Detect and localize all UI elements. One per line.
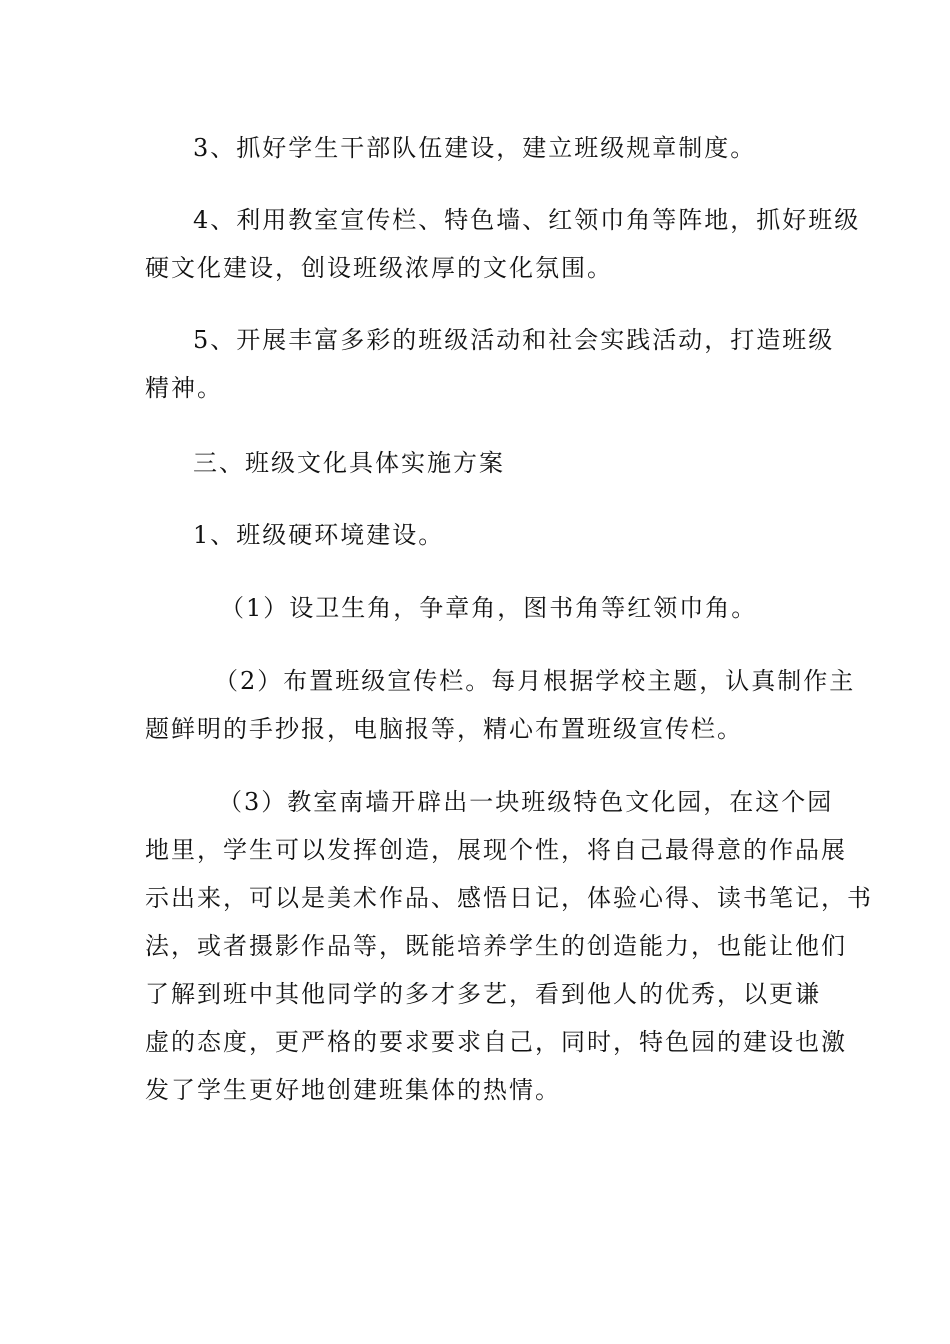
item-3-line-2: 地里，学生可以发挥创造，展现个性，将自己最得意的作品展 xyxy=(145,836,847,864)
item-2-line-2: 题鲜明的手抄报，电脑报等，精心布置班级宣传栏。 xyxy=(145,715,743,743)
paragraph-3: 3、抓好学生干部队伍建设，建立班级规章制度。 xyxy=(193,134,757,162)
item-3-line-6: 虚的态度，更严格的要求要求自己，同时，特色园的建设也激 xyxy=(145,1028,847,1056)
item-2-line-1: （2）布置班级宣传栏。每月根据学校主题，认真制作主 xyxy=(214,667,856,695)
item-3-line-5: 了解到班中其他同学的多才多艺，看到他人的优秀，以更谦 xyxy=(145,980,821,1008)
item-3-line-1: （3）教室南墙开辟出一块班级特色文化园，在这个园 xyxy=(218,788,834,816)
section-heading-3: 三、班级文化具体实施方案 xyxy=(193,449,505,477)
item-3-line-7: 发了学生更好地创建班集体的热情。 xyxy=(145,1076,561,1104)
subheading-1: 1、班级硬环境建设。 xyxy=(193,521,445,549)
paragraph-4-line-1: 4、利用教室宣传栏、特色墙、红领巾角等阵地，抓好班级 xyxy=(193,206,861,234)
paragraph-4-line-2: 硬文化建设，创设班级浓厚的文化氛围。 xyxy=(145,254,613,282)
item-3-line-3: 示出来，可以是美术作品、感悟日记，体验心得、读书笔记，书 xyxy=(145,884,873,912)
item-1: （1）设卫生角，争章角，图书角等红领巾角。 xyxy=(220,594,758,622)
paragraph-5-line-2: 精神。 xyxy=(145,374,223,402)
paragraph-5-line-1: 5、开展丰富多彩的班级活动和社会实践活动，打造班级 xyxy=(193,326,835,354)
item-3-line-4: 法，或者摄影作品等，既能培养学生的创造能力，也能让他们 xyxy=(145,932,847,960)
